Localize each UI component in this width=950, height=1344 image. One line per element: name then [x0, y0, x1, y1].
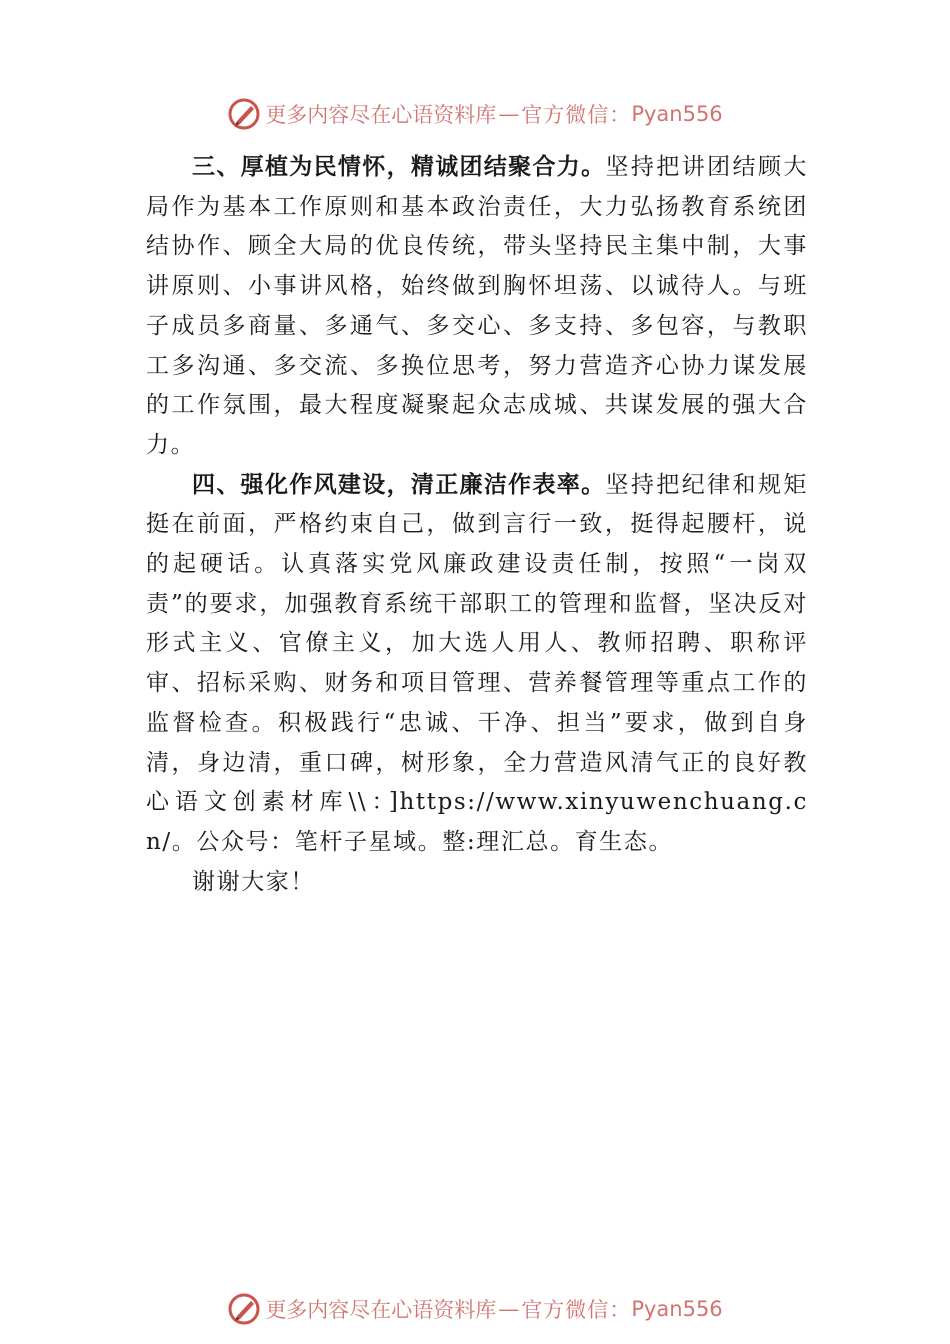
paragraph-three: [146, 148, 808, 466]
paragraph-three-text: 坚持把讲团结顾大局作为基本工作原则和基本政治责任，大力弘扬教育系统团结协作、顾全大局的优良传统，带头坚持民主集中制，大事讲原则、小事讲风格，始终做到胸怀坦荡、以诚待人。与班子成员多商量、多通气、多交心、多支持、多包容，与教职工多沟通、多交流、多换位思考，努力营造齐心协力谋发展的工作氛围，最大程度凝聚起众志成城、共谋发展的强大合力。: [146, 154, 808, 458]
pen-circle-logo-icon: [227, 97, 261, 131]
watermark-wechat-label: 官方微信：: [521, 103, 632, 127]
watermark-banner-top: [0, 94, 950, 134]
watermark-wechat-label: 官方微信：: [521, 1298, 632, 1322]
paragraph-four-text: 坚持把纪律和规矩挺在前面，严格约束自己，做到言行一致，挺得起腰杆，说的起硬话。认真落实党风廉政建设责任制，按照“一岗双责”的要求，加强教育系统干部职工的管理和监督，坚决反对形式主义、官僚主义，加大选人用人、教师招聘、职称评审、招标采购、财务和项目管理、营养餐管理等重点工作的监督检查。积极践行“忠诚、干净、担当”要求，做到自身清，身边清，重口碑，树形象，全力营造风清气正的良好教心语文创素材库\\：]https://www.xinyuwenchuang.cn/。公众号：笔杆子星域。整:理汇总。育生态。: [146, 471, 808, 855]
document-body: [146, 148, 808, 902]
closing-line: 谢谢大家！: [192, 868, 315, 895]
watermark-wechat-id: Pyan556: [631, 1297, 723, 1321]
watermark-dash: —: [498, 102, 520, 126]
pen-circle-logo-icon: [227, 1292, 261, 1326]
watermark-title: 更多内容尽在心语资料库: [265, 1298, 497, 1322]
watermark-title: 更多内容尽在心语资料库: [265, 103, 497, 127]
paragraph-four-heading: 四、强化作风建设，清正廉洁作表率。: [192, 471, 606, 498]
watermark-dash: —: [498, 1297, 520, 1321]
watermark-wechat-id: Pyan556: [631, 102, 723, 126]
paragraph-four: [146, 466, 808, 863]
watermark-banner-bottom: [0, 1289, 950, 1329]
paragraph-three-heading: 三、厚植为民情怀，精诚团结聚合力。: [192, 154, 606, 180]
